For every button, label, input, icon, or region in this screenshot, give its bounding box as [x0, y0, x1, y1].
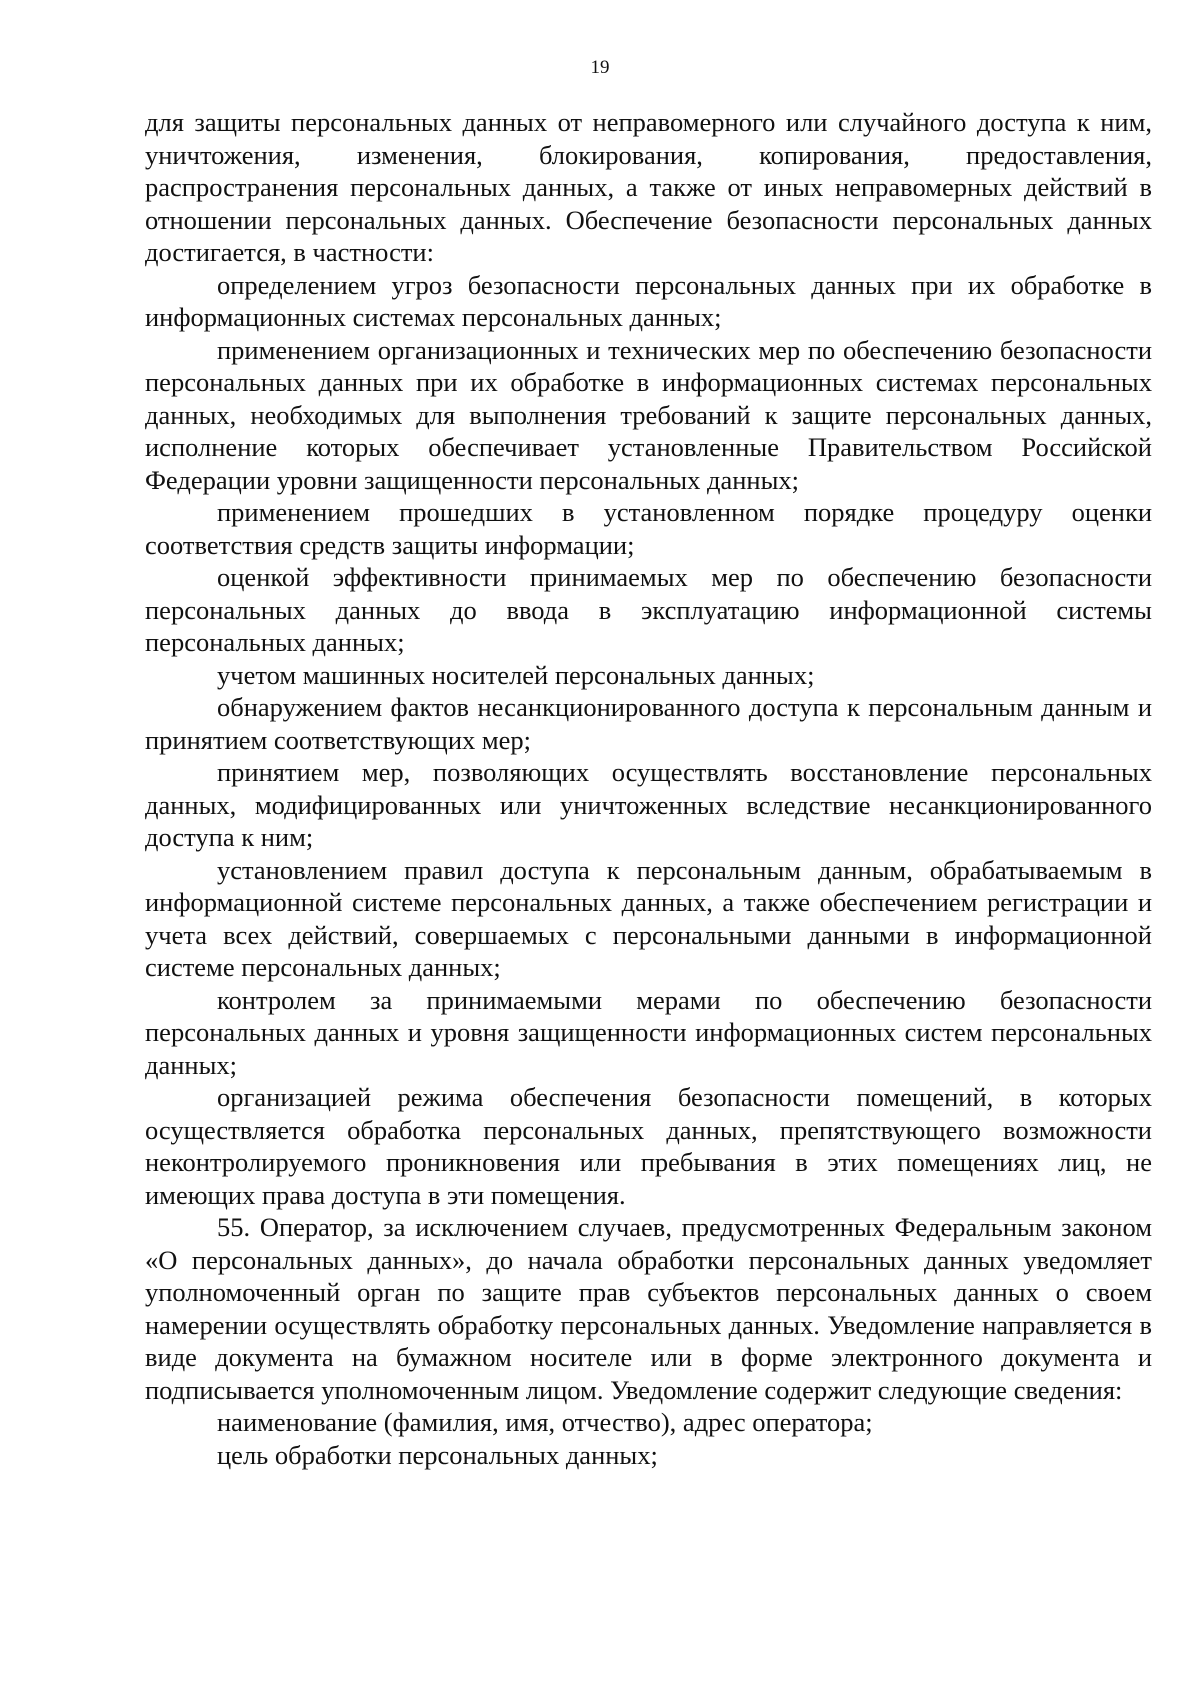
paragraph-clause-55: 55. Оператор, за исключением случаев, предусмотренных Федеральным законом «О персональных данных», до начала обработки персональных данных уведомляет уполномоченный орган по защите прав субъектов персональных данных о своем намерении осуществлять обработку персональных данных. Уведомление направляется в виде документа на бумажном носителе или в форме электронного документа и подписывается уполномоченным лицом. Уведомление содержит следующие сведения:	[145, 1212, 1152, 1405]
list-item-threat-identification: определением угроз безопасности персональных данных при их обработке в информационных системах персональных данных;	[145, 269, 1152, 332]
list-item-data-recovery: принятием мер, позволяющих осуществлять восстановление персональных данных, модифицированных или уничтоженных вследствие несанкционированного доступа к ним;	[145, 757, 1152, 852]
paragraph-continuation: для защиты персональных данных от неправомерного или случайного доступа к ним, уничтожения, изменения, блокирования, копирования, предоставления, распространения персональных данных, а также от иных неправомерных действий в отношении персональных данных. Обеспечение безопасности персональных данных достигается, в частности:	[145, 107, 1152, 267]
list-item-access-rules: установлением правил доступа к персональным данным, обрабатываемым в информационной системе персональных данных, а также обеспечением регистрации и учета всех действий, совершаемых с персональными данными в информационной системе персональных данных;	[145, 854, 1152, 982]
list-item-certified-protection-tools: применением прошедших в установленном порядке процедуру оценки соответствия средств защиты информации;	[145, 497, 1152, 560]
list-item-unauthorized-access-detection: обнаружением фактов несанкционированного доступа к персональным данным и принятием соответствующих мер;	[145, 692, 1152, 755]
list-item-processing-purpose: цель обработки персональных данных;	[217, 1439, 658, 1470]
document-body	[145, 106, 1152, 1471]
list-item-premises-security: организацией режима обеспечения безопасности помещений, в которых осуществляется обработка персональных данных, препятствующего возможности неконтролируемого проникновения или пребывания в этих помещениях лиц, не имеющих права доступа в эти помещения.	[145, 1082, 1152, 1210]
page-number: 19	[590, 57, 610, 78]
list-item-organizational-technical-measures: применением организационных и технических мер по обеспечению безопасности персональных данных при их обработке в информационных системах персональных данных, необходимых для выполнения требований к защите персональных данных, исполнение которых обеспечивает установленные Правительством Российской Федерации уровни защищенности персональных данных;	[145, 334, 1152, 495]
list-item-operator-name-address: наименование (фамилия, имя, отчество), адрес оператора;	[217, 1407, 873, 1437]
list-item-measures-control: контролем за принимаемыми мерами по обеспечению безопасности персональных данных и уровня защищенности информационных систем персональных данных;	[145, 984, 1152, 1080]
list-item-effectiveness-assessment: оценкой эффективности принимаемых мер по обеспечению безопасности персональных данных до ввода в эксплуатацию информационной системы персональных данных;	[145, 562, 1152, 657]
list-item-media-accounting: учетом машинных носителей персональных данных;	[217, 659, 815, 690]
